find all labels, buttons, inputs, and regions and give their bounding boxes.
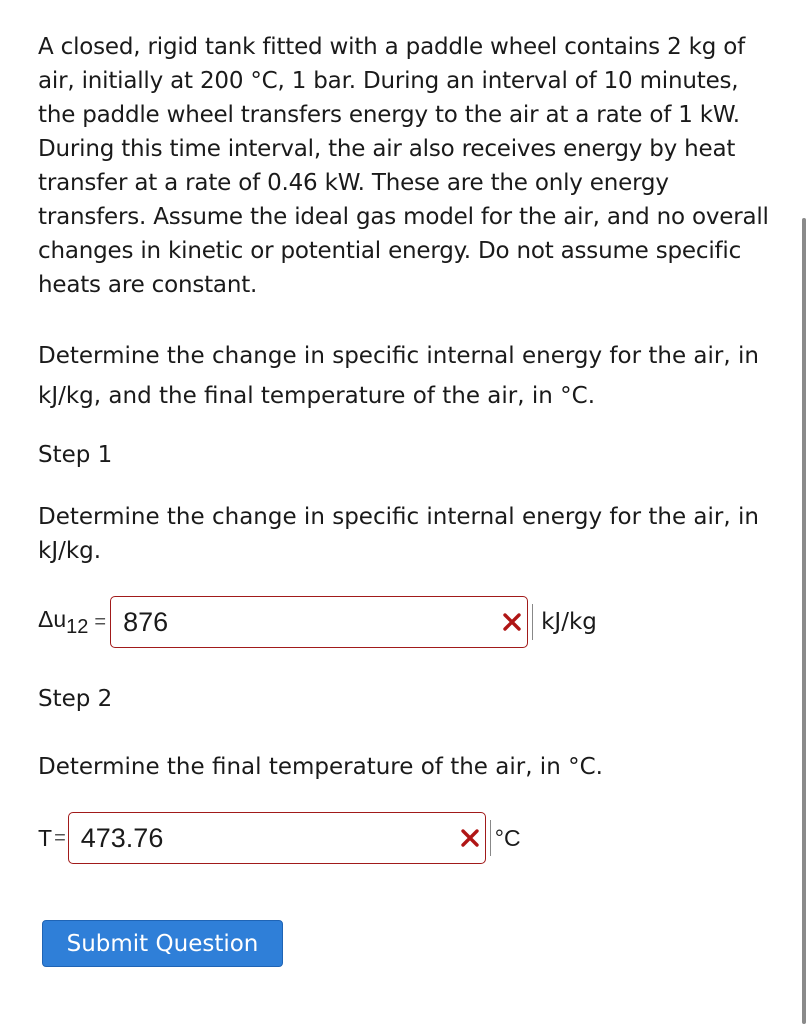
- unit-separator: [532, 604, 533, 640]
- temperature-label: T: [38, 824, 53, 851]
- delta-u-label: $\Delta u_{12}$: [38, 605, 89, 638]
- problem-statement: A closed, rigid tank fitted with a paddle wheel contains 2 kg of air, initially at 200 °C, 1 bar. During an interval of 10 minutes, the paddle wheel transfers energy to the air at a rate of 1 kW. During this time interval, the air also receives energy by heat transfer at a rate of 0.46 kW. These are the only energy transfers. Assume the ideal gas model for the air, and no overall changes in kinetic or potential energy. Do not assume specific heats are constant.: [38, 34, 769, 298]
- temperature-unit: °C: [494, 824, 521, 851]
- delta-u-input[interactable]: [110, 596, 528, 648]
- temperature-input[interactable]: [68, 812, 486, 864]
- step-2-answer-row: [38, 812, 521, 864]
- unit-separator: [490, 820, 491, 856]
- step-2-label: Step 2: [38, 686, 113, 712]
- step-1-answer-row: [38, 596, 597, 648]
- question-content: [38, 30, 773, 409]
- step-1-question: Determine the change in specific internal energy for the air, in kJ/kg.: [38, 504, 759, 564]
- scrollbar[interactable]: [802, 218, 806, 1024]
- incorrect-x-icon: [501, 611, 523, 633]
- submit-question-button[interactable]: Submit Question: [42, 920, 283, 967]
- incorrect-x-icon: [459, 827, 481, 849]
- equals-sign: =: [54, 826, 66, 849]
- delta-u-value: 876: [123, 606, 169, 637]
- step-2-question: Determine the final temperature of the air, in °C.: [38, 754, 603, 780]
- temperature-value: 473.76: [80, 822, 164, 853]
- delta-u-unit: kJ/kg: [541, 609, 597, 635]
- main-question: Determine the change in specific internal energy for the air, in kJ/kg, and the final temperature of the air, in °C.: [38, 343, 759, 409]
- equals-sign: =: [94, 610, 107, 633]
- step-1-label: Step 1: [38, 442, 113, 468]
